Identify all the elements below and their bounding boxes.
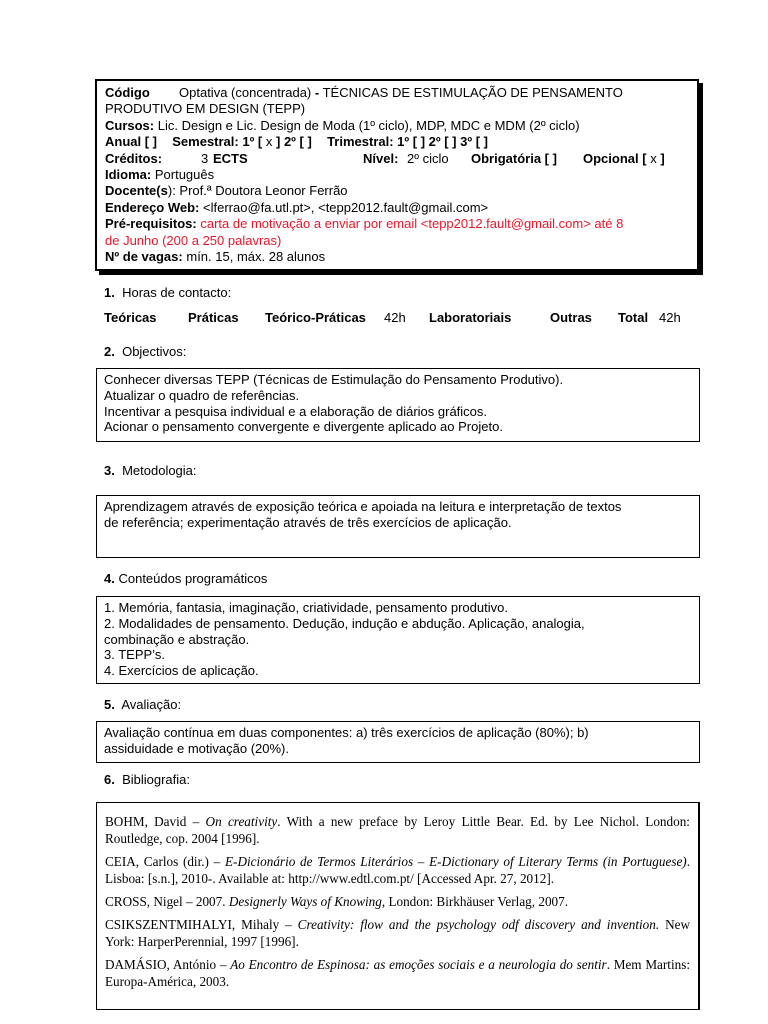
opcional-close: ] [660,150,665,166]
avaliacao-line: Avaliação contínua em duas componentes: a) três exercícios de aplicação (80%); b) [104,725,589,740]
ects-label: ECTS [213,150,248,166]
bib-author: BOHM, David – [105,814,206,829]
semestral-rest: ] 2º [ ] [276,134,312,150]
bib-entry [105,916,690,950]
conteudo-line: combinação e abstração. [104,631,250,647]
bib-author: CEIA, Carlos (dir.) – [105,854,225,869]
bib-title: E-Dicionário de Termos Literários – E-Dictionary of Literary Terms (in Portuguese) [225,854,687,869]
obrigatoria-label: Obrigatória [ ] [471,150,557,166]
bib-details: New York: HarperPerennial, 1997 [1996]. [105,917,690,949]
hours-teoricas: Teóricas [104,310,157,325]
section-5-number: 5. [104,697,115,712]
metodologia-box [96,495,700,558]
bib-details: , London: Birkhäuser Verlag, 2007. [381,894,569,909]
docentes-label: Docente(s [105,183,168,199]
avaliacao-line: assiduidade e motivação (20%). [104,740,289,756]
section-1-title [104,285,231,300]
idioma-label: Idioma: [105,167,152,183]
section-4-label: Conteúdos programáticos [118,571,268,586]
opcional-label: Opcional [ [583,150,647,166]
bib-title: Ao Encontro de Espinosa: as emoções sociais e a neurologia do sentir [230,957,607,972]
section-5-title [104,697,181,712]
objectivo-line: Incentivar a pesquisa individual e a elaboração de diários gráficos. [104,403,488,419]
bib-title: Creativity: flow and the psychology odf discovery and invention. [297,917,660,932]
opcional-group [583,151,665,167]
hours-tp-value: 42h [384,310,406,325]
codigo-label: Código [105,85,150,100]
section-4-title [104,571,267,586]
bib-entry [105,956,690,990]
conteudos-box [96,596,700,684]
codigo-separator: - [314,85,320,100]
section-4-number: 4. [104,571,115,586]
course-header-box [95,79,699,271]
creditos-line [105,151,689,167]
objectivos-box [96,368,700,442]
codigo-line [105,85,689,101]
cursos-label: Cursos: [105,117,155,133]
web-line [105,200,689,216]
hours-total-value: 42h [659,310,681,325]
bib-details: . With a new preface by Leroy Little Bear. Ed. by Lee Nichol. London: Routledge, cop. 2004 [1996]. [105,814,690,846]
prereq-line [105,216,689,232]
codigo-value: Optativa (concentrada) [179,85,312,100]
section-5-label: Avaliação: [121,697,182,712]
cursos-line [105,118,689,134]
bib-details: . Lisboa: [s.n.], 2010-. Available at: http://www.edtl.com.pt/ [Accessed Apr. 27, 2012]. [105,854,690,886]
vagas-value: mín. 15, máx. 28 alunos [186,249,326,265]
bib-entry [105,893,690,910]
course-title-line2: PRODUTIVO EM DESIGN (TEPP) [105,101,306,117]
objectivo-line: Atualizar o quadro de referências. [104,387,300,403]
bib-author: CROSS, Nigel – 2007. [105,894,229,909]
section-2-title [104,344,186,359]
hours-praticas: Práticas [188,310,239,325]
bibliografia-box [96,802,700,1010]
bib-entry [105,813,690,847]
bib-entry [105,853,690,887]
conteudo-line: 1. Memória, fantasia, imaginação, criatividade, pensamento produtivo. [104,600,508,615]
docentes-line [105,183,689,199]
objectivo-line: Acionar o pensamento convergente e divergente aplicado ao Projeto. [104,419,503,435]
prereq-label: Pré-requisitos: [105,216,197,232]
trimestral-label: Trimestral: 1º [ ] 2º [ ] 3º [ ] [327,134,488,150]
section-6-number: 6. [104,772,115,787]
metodologia-line: Aprendizagem através de exposição teórica e apoiada na leitura e interpretação de textos [104,499,622,514]
objectivo-line: Conhecer diversas TEPP (Técnicas de Estimulação do Pensamento Produtivo). [104,372,564,387]
bib-title: On creativity [205,814,278,829]
course-title-line1: TÉCNICAS DE ESTIMULAÇÃO DE PENSAMENTO [322,85,623,100]
vagas-line [105,249,689,265]
opcional-x: x [650,150,657,166]
semestral-x: x [265,134,273,150]
nivel-label: Nível: [363,150,399,166]
idioma-line [105,167,689,183]
conteudo-line: 3. TEPP’s. [104,647,165,663]
section-3-title [104,463,197,478]
section-6-title [104,772,190,787]
hours-teorico-praticas: Teórico-Práticas [265,310,366,325]
section-1-number: 1. [104,285,115,300]
prereq-value-line1: carta de motivação a enviar por email <tepp2012.fault@gmail.com> até 8 [200,216,624,232]
creditos-value: 3 [201,150,209,166]
section-6-label: Bibliografia: [122,772,191,787]
section-2-label: Objectivos: [122,344,187,359]
bib-details: . Mem Martins: Europa-América, 2003. [105,957,691,989]
bib-author: CSIKSZENTMIHALYI, Mihaly – [105,917,298,932]
section-3-label: Metodologia: [122,463,197,478]
anual-label: Anual [ ] [105,134,157,150]
bib-title: Designerly Ways of Knowing [228,894,382,909]
conteudo-line: 2. Modalidades de pensamento. Dedução, indução e abdução. Aplicação, analogia, [104,615,585,631]
bib-author: DAMÁSIO, António – [105,957,231,972]
cursos-value: Lic. Design e Lic. Design de Moda (1º ciclo), MDP, MDC e MDM (2º ciclo) [157,117,580,133]
section-2-number: 2. [104,344,115,359]
semestral-label: Semestral: 1º [ [172,134,263,150]
avaliacao-box [96,721,700,763]
vagas-label: Nº de vagas: [105,249,183,265]
docentes-value: Prof.ª Doutora Leonor Ferrão [179,183,348,199]
docentes-label-close: ): [167,183,180,199]
section-3-number: 3. [104,463,115,478]
section-1-label: Horas de contacto: [122,285,232,300]
web-value: <lferrao@fa.utl.pt>, <tepp2012.fault@gmail.com> [203,199,489,215]
nivel-value: 2º ciclo [407,150,449,166]
hours-outras: Outras [550,310,592,325]
hours-total: Total [618,310,649,325]
idioma-value: Português [154,167,215,183]
hours-laboratoriais: Laboratoriais [429,310,512,325]
creditos-label: Créditos: [105,150,163,166]
prereq-value-line2: de Junho (200 a 250 palavras) [105,232,282,248]
periodicity-line [105,134,689,150]
metodologia-line: de referência; experimentação através de três exercícios de aplicação. [104,514,512,530]
conteudo-line: 4. Exercícios de aplicação. [104,663,259,679]
web-label: Endereço Web: [105,199,200,215]
